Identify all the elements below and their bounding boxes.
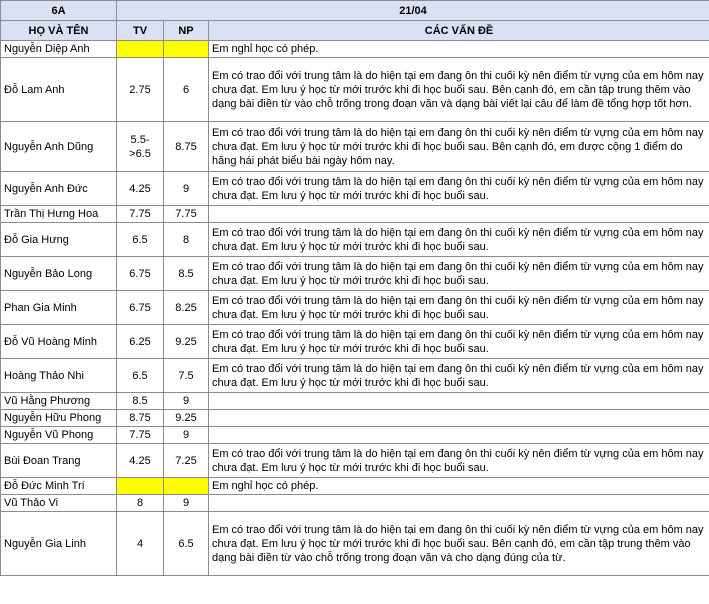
tv-score-cell[interactable]: 8.5 <box>117 393 164 410</box>
tv-score-cell[interactable]: 7.75 <box>117 427 164 444</box>
issues-note-cell[interactable]: Em có trao đổi với trung tâm là do hiện tại em đang ôn thi cuối kỳ nên điểm từ vựng của em hôm nay chưa đạt. Em lưu ý học từ mới trước khi đi học buổi sau. <box>209 444 709 478</box>
np-score-cell[interactable]: 9 <box>164 495 209 512</box>
table-row <box>1 223 709 257</box>
issues-note-cell[interactable]: Em nghỉ học có phép. <box>209 41 709 58</box>
tv-score-cell[interactable]: 6.5 <box>117 359 164 393</box>
table-row <box>1 359 709 393</box>
issues-note-cell[interactable] <box>209 427 709 444</box>
header-row-top <box>1 1 709 21</box>
tv-score-cell[interactable]: 2.75 <box>117 58 164 122</box>
column-header-name[interactable]: HỌ VÀ TÊN <box>1 21 117 41</box>
issues-note-cell[interactable] <box>209 410 709 427</box>
student-name-cell[interactable]: Nguyễn Diệp Anh <box>1 41 117 58</box>
issues-note-cell[interactable] <box>209 393 709 410</box>
issues-note-cell[interactable]: Em có trao đổi với trung tâm là do hiện tại em đang ôn thi cuối kỳ nên điểm từ vựng của em hôm nay chưa đạt. Em lưu ý học từ mới trước khi đi học buổi sau. <box>209 359 709 393</box>
tv-score-cell[interactable]: 6.75 <box>117 291 164 325</box>
np-score-cell[interactable] <box>164 41 209 58</box>
table-body <box>1 41 709 576</box>
student-name-cell[interactable]: Trần Thị Hưng Hoa <box>1 206 117 223</box>
np-score-cell[interactable]: 7.75 <box>164 206 209 223</box>
issues-note-cell[interactable]: Em nghỉ học có phép. <box>209 478 709 495</box>
student-name-cell[interactable]: Nguyễn Hữu Phong <box>1 410 117 427</box>
table-row <box>1 58 709 122</box>
table-row <box>1 41 709 58</box>
issues-note-cell[interactable] <box>209 206 709 223</box>
table-row <box>1 393 709 410</box>
student-name-cell[interactable]: Nguyễn Gia Linh <box>1 512 117 576</box>
student-name-cell[interactable]: Đỗ Đức Minh Trí <box>1 478 117 495</box>
np-score-cell[interactable]: 8.5 <box>164 257 209 291</box>
student-name-cell[interactable]: Vũ Thảo Vi <box>1 495 117 512</box>
np-score-cell[interactable]: 9 <box>164 393 209 410</box>
student-name-cell[interactable]: Đỗ Gia Hưng <box>1 223 117 257</box>
table-row <box>1 172 709 206</box>
np-score-cell[interactable]: 9 <box>164 427 209 444</box>
np-score-cell[interactable]: 9.25 <box>164 410 209 427</box>
np-score-cell[interactable]: 8.25 <box>164 291 209 325</box>
header-row-columns <box>1 21 709 41</box>
table-row <box>1 478 709 495</box>
table-row <box>1 206 709 223</box>
issues-note-cell[interactable]: Em có trao đổi với trung tâm là do hiện tại em đang ôn thi cuối kỳ nên điểm từ vựng của em hôm nay chưa đạt. Em lưu ý học từ mới trước khi đi học buổi sau. <box>209 172 709 206</box>
tv-score-cell[interactable]: 4.25 <box>117 172 164 206</box>
student-name-cell[interactable]: Bùi Đoan Trang <box>1 444 117 478</box>
student-name-cell[interactable]: Hoàng Thảo Nhi <box>1 359 117 393</box>
tv-score-cell[interactable]: 6.75 <box>117 257 164 291</box>
issues-note-cell[interactable]: Em có trao đổi với trung tâm là do hiện tại em đang ôn thi cuối kỳ nên điểm từ vựng của em hôm nay chưa đạt. Em lưu ý học từ mới trước khi đi học buổi sau. <box>209 291 709 325</box>
tv-score-cell[interactable]: 5.5->6.5 <box>117 122 164 172</box>
column-header-issues[interactable]: CÁC VẤN ĐỀ <box>209 21 709 41</box>
student-name-cell[interactable]: Nguyễn Vũ Phong <box>1 427 117 444</box>
tv-score-cell[interactable]: 7.75 <box>117 206 164 223</box>
table-row <box>1 122 709 172</box>
column-header-tv[interactable]: TV <box>117 21 164 41</box>
tv-score-cell[interactable]: 6.5 <box>117 223 164 257</box>
tv-score-cell[interactable] <box>117 478 164 495</box>
table-row <box>1 427 709 444</box>
table-row <box>1 410 709 427</box>
np-score-cell[interactable]: 6 <box>164 58 209 122</box>
tv-score-cell[interactable]: 8.75 <box>117 410 164 427</box>
np-score-cell[interactable]: 8.75 <box>164 122 209 172</box>
np-score-cell[interactable] <box>164 478 209 495</box>
issues-note-cell[interactable] <box>209 495 709 512</box>
tv-score-cell[interactable]: 4 <box>117 512 164 576</box>
np-score-cell[interactable]: 9 <box>164 172 209 206</box>
tv-score-cell[interactable]: 8 <box>117 495 164 512</box>
tv-score-cell[interactable]: 4.25 <box>117 444 164 478</box>
student-name-cell[interactable]: Nguyễn Anh Dũng <box>1 122 117 172</box>
table-row <box>1 291 709 325</box>
tv-score-cell[interactable] <box>117 41 164 58</box>
student-name-cell[interactable]: Nguyễn Anh Đức <box>1 172 117 206</box>
student-name-cell[interactable]: Vũ Hằng Phương <box>1 393 117 410</box>
student-name-cell[interactable]: Đỗ Lam Anh <box>1 58 117 122</box>
np-score-cell[interactable]: 9.25 <box>164 325 209 359</box>
np-score-cell[interactable]: 7.5 <box>164 359 209 393</box>
class-label-cell[interactable]: 6A <box>1 1 117 21</box>
table-row <box>1 495 709 512</box>
issues-note-cell[interactable]: Em có trao đổi với trung tâm là do hiện tại em đang ôn thi cuối kỳ nên điểm từ vựng của em hôm nay chưa đạt. Em lưu ý học từ mới trước khi đi học buổi sau. <box>209 325 709 359</box>
issues-note-cell[interactable]: Em có trao đổi với trung tâm là do hiện tại em đang ôn thi cuối kỳ nên điểm từ vựng của em hôm nay chưa đạt. Em lưu ý học từ mới trước khi đi học buổi sau. <box>209 223 709 257</box>
table-row <box>1 325 709 359</box>
table-row <box>1 444 709 478</box>
np-score-cell[interactable]: 7.25 <box>164 444 209 478</box>
np-score-cell[interactable]: 8 <box>164 223 209 257</box>
table-row <box>1 512 709 576</box>
student-name-cell[interactable]: Đỗ Vũ Hoàng Minh <box>1 325 117 359</box>
issues-note-cell[interactable]: Em có trao đổi với trung tâm là do hiện tại em đang ôn thi cuối kỳ nên điểm từ vựng của em hôm nay chưa đạt. Em lưu ý học từ mới trước khi đi học buổi sau. Bên cạnh đó, em được cộng 1 điểm do hăng hái phát biểu bài ngày hôm nay. <box>209 122 709 172</box>
student-name-cell[interactable]: Phan Gia Minh <box>1 291 117 325</box>
student-name-cell[interactable]: Nguyễn Bảo Long <box>1 257 117 291</box>
column-header-np[interactable]: NP <box>164 21 209 41</box>
np-score-cell[interactable]: 6.5 <box>164 512 209 576</box>
date-label-cell[interactable]: 21/04 <box>117 1 709 21</box>
table-row <box>1 257 709 291</box>
tv-score-cell[interactable]: 6.25 <box>117 325 164 359</box>
issues-note-cell[interactable]: Em có trao đổi với trung tâm là do hiện tại em đang ôn thi cuối kỳ nên điểm từ vựng của em hôm nay chưa đạt. Em lưu ý học từ mới trước khi đi học buổi sau. <box>209 257 709 291</box>
issues-note-cell[interactable]: Em có trao đổi với trung tâm là do hiện tại em đang ôn thi cuối kỳ nên điểm từ vựng của em hôm nay chưa đạt. Em lưu ý học từ mới trước khi đi học buổi sau. Bên cạnh đó, em cần tập trung thêm vào dạng bài điền từ vào chỗ trống trong đoạn văn và dạng bài viết lại câu để làm đề tổng hợp tốt hơn. <box>209 58 709 122</box>
issues-note-cell[interactable]: Em có trao đổi với trung tâm là do hiện tại em đang ôn thi cuối kỳ nên điểm từ vựng của em hôm nay chưa đạt. Em lưu ý học từ mới trước khi đi học buổi sau. Bên cạnh đó, em cần tập trung thêm vào dạng bài điền từ vào chỗ trống trong đoạn văn và cho dạng đúng của từ. <box>209 512 709 576</box>
